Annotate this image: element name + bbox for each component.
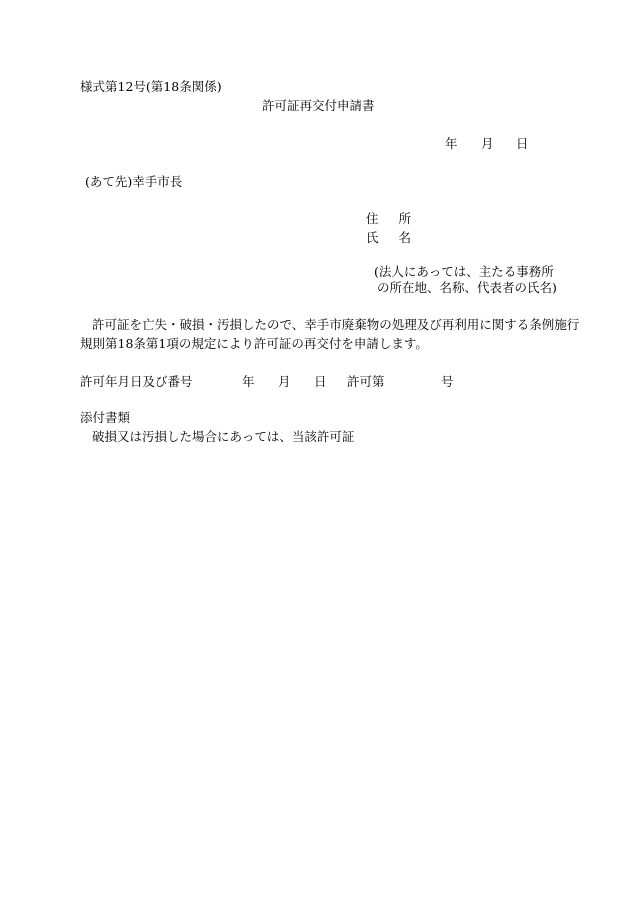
permit-label: 許可年月日及び番号 <box>80 374 193 389</box>
date-year-label: 年 <box>445 136 458 151</box>
address-label <box>366 213 411 226</box>
address-label-char-2: 所 <box>398 211 412 226</box>
name-label-char-1: 氏 <box>366 230 379 245</box>
permit-month-label: 月 <box>278 374 291 389</box>
permit-number-suffix: 号 <box>441 374 454 389</box>
name-label <box>366 232 411 245</box>
permit-day-label: 日 <box>314 374 327 389</box>
address-label-char-1: 住 <box>366 211 379 226</box>
name-label-char-2: 名 <box>398 230 412 245</box>
permit-number-prefix: 許可第 <box>347 374 385 389</box>
addressee: (あて先)幸手市長 <box>85 174 183 189</box>
document-title: 許可証再交付申請書 <box>262 98 375 113</box>
body-line-2: 規則第18条第1項の規定により許可証の再交付を申請します。 <box>80 336 428 351</box>
body-line-1: 許可証を亡失・破損・汚損したので、幸手市廃棄物の処理及び再利用に関する条例施行 <box>92 317 580 332</box>
attachments-heading: 添付書類 <box>80 410 131 425</box>
permit-year-label: 年 <box>242 374 255 389</box>
form-number: 様式第12号(第18条関係) <box>80 79 222 94</box>
corporate-note-line-2: の所在地、名称、代表者の氏名) <box>377 280 557 295</box>
attachments-item: 破損又は汚損した場合にあっては、当該許可証 <box>92 429 355 444</box>
date-day-label: 日 <box>516 136 529 151</box>
date-month-label: 月 <box>481 136 494 151</box>
corporate-note-line-1: (法人にあっては、主たる事務所 <box>374 264 554 279</box>
